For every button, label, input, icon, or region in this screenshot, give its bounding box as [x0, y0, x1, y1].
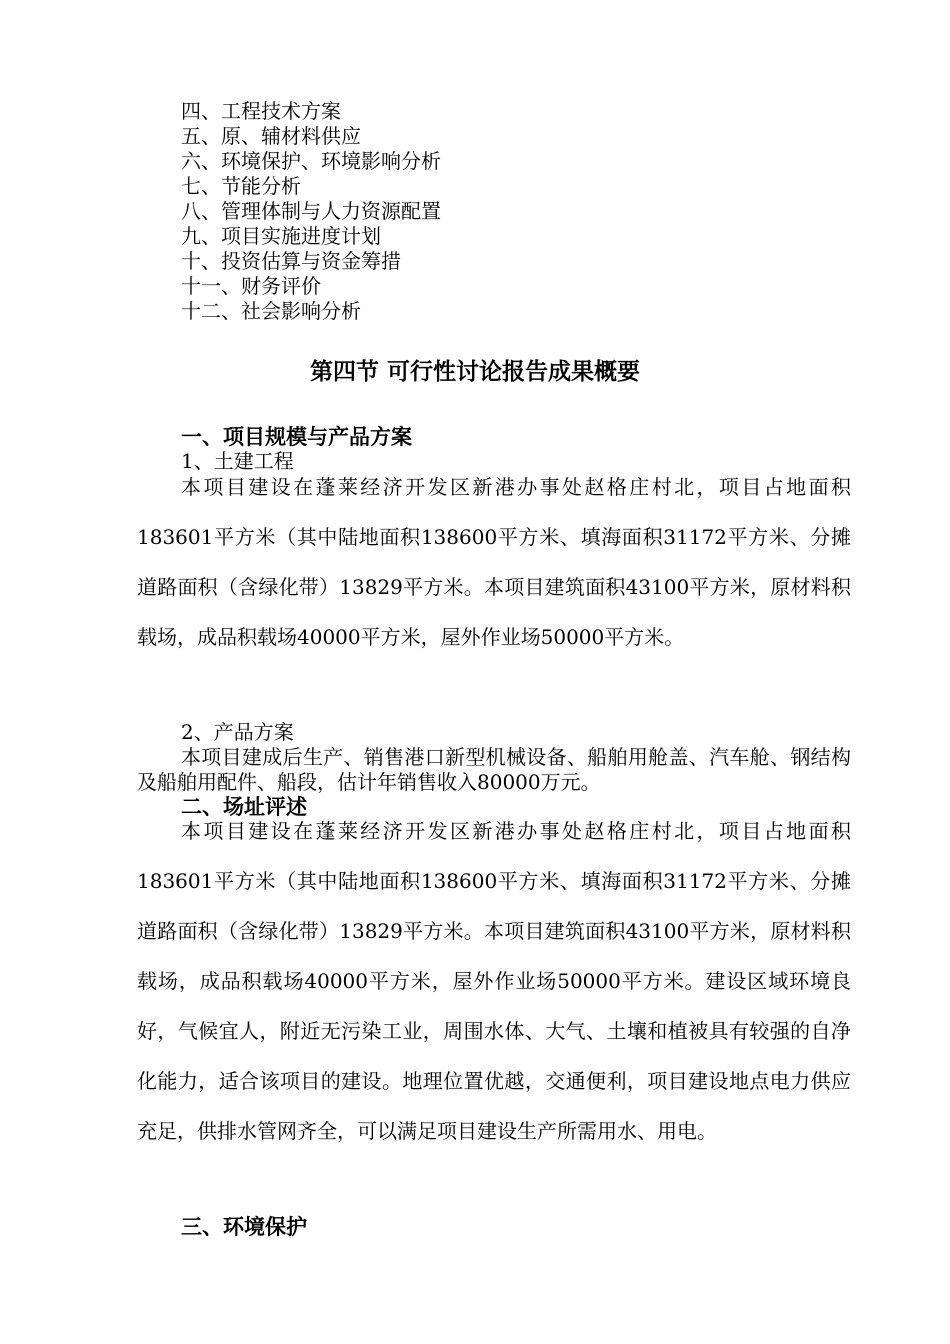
table-of-contents [181, 99, 441, 324]
toc-item: 十一、财务评价 [181, 274, 321, 298]
heading-site-review: 二、场址评述 [181, 794, 307, 819]
toc-item: 五、原、辅材料供应 [181, 124, 361, 148]
toc-item: 六、环境保护、环境影响分析 [181, 149, 441, 173]
heading-environmental-protection: 三、环境保护 [181, 1214, 307, 1239]
toc-item: 十二、社会影响分析 [181, 299, 361, 323]
toc-item: 十、投资估算与资金筹措 [181, 249, 401, 273]
toc-item: 四、工程技术方案 [181, 99, 341, 123]
subheading-product-plan: 2、产品方案 [181, 720, 294, 744]
paragraph-product-plan: 本项目建成后生产、销售港口新型机械设备、船舶用舱盖、汽车舱、钢结构及船舶用配件、船段，估计年销售收入80000万元。 [137, 745, 851, 794]
toc-item: 七、节能分析 [181, 174, 301, 198]
heading-project-scale: 一、项目规模与产品方案 [181, 424, 412, 449]
section-title: 第四节 可行性讨论报告成果概要 [309, 358, 640, 385]
subheading-civil-works: 1、土建工程 [181, 449, 294, 473]
paragraph-site-review: 本项目建设在蓬莱经济开发区新港办事处赵格庄村北，项目占地面积183601平方米（其中陆地面积138600平方米、填海面积31172平方米、分摊道路面积（含绿化带）13829平方米。本项目建筑面积43100平方米，原材料积载场，成品积载场40000平方米，屋外作业场50000平方米。建设区域环境良好，气候宜人，附近无污染工业，周围水体、大气、土壤和植被具有较强的自净化能力，适合该项目的建设。地理位置优越，交通便利，项目建设地点电力供应充足，供排水管网齐全，可以满足项目建设生产所需用水、用电。 [137, 819, 851, 1143]
toc-item: 九、项目实施进度计划 [181, 224, 381, 248]
paragraph-civil-works: 本项目建设在蓬莱经济开发区新港办事处赵格庄村北，项目占地面积183601平方米（其中陆地面积138600平方米、填海面积31172平方米、分摊道路面积（含绿化带）13829平方米。本项目建筑面积43100平方米，原材料积载场，成品积载场40000平方米，屋外作业场50000平方米。 [137, 475, 851, 649]
toc-item: 八、管理体制与人力资源配置 [181, 199, 441, 223]
